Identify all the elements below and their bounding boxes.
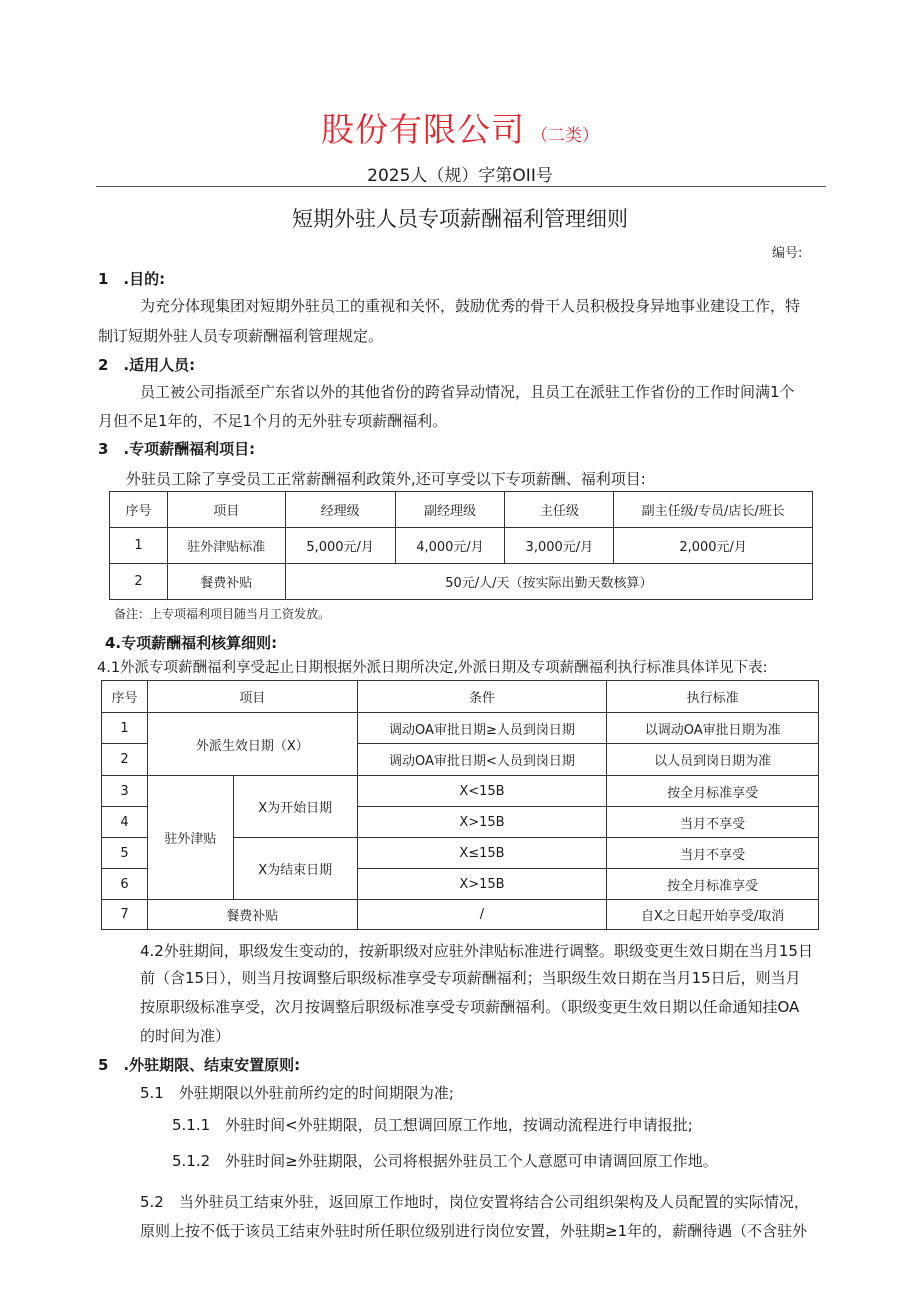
table-cell: 4,000元/月 xyxy=(395,528,505,564)
table-cell: 5,000元/月 xyxy=(285,528,395,564)
header-cell: 副经理级 xyxy=(395,492,505,528)
header-cell: 项目 xyxy=(167,492,285,528)
item-start-date: X为开始日期 xyxy=(233,776,357,838)
row-number: 5 xyxy=(102,838,148,869)
standard-cell: 按全月标准享受 xyxy=(607,776,819,807)
condition-cell: / xyxy=(357,900,607,930)
table-note: 备注：上专项福利项目随当月工资发放。 xyxy=(114,607,331,621)
condition-cell: X<15B xyxy=(357,776,607,807)
header-cell: 条件 xyxy=(357,681,607,713)
condition-cell: X≤15B xyxy=(357,838,607,869)
header-cell: 执行标准 xyxy=(607,681,819,713)
p42-line-3: 按原职级标准享受，次月按调整后职级标准享受专项薪酬福利。（职级变更生效日期以任命通知挂OA xyxy=(140,998,800,1016)
p52-line-2: 原则上按不低于该员工结束外驻时所任职位级别进行岗位安置，外驻期≥1年的，薪酬待遇（不含驻外 xyxy=(140,1222,808,1240)
row-number: 7 xyxy=(102,900,148,930)
row-number: 1 xyxy=(102,713,148,744)
section-1-body: 为充分体现集团对短期外驻员工的重视和关怀，鼓励优秀的骨干人员积极投身异地事业建设工作，特 xyxy=(140,297,801,315)
section-4-intro: 4.1外派专项薪酬福利享受起止日期根据外派日期所决定,外派日期及专项薪酬福利执行标准具体详见下表: xyxy=(97,660,768,676)
header-cell: 副主任级/专员/店长/班长 xyxy=(614,492,813,528)
section-4-heading: 4.专项薪酬福利核算细则: xyxy=(105,634,278,652)
standard-cell: 以人员到岗日期为准 xyxy=(607,744,819,776)
p512: 5.1.2 外驻时间≥外驻期限，公司将根据外驻员工个人意愿可申请调回原工作地。 xyxy=(172,1152,718,1170)
company-type: （二类） xyxy=(531,126,599,146)
document-title: 短期外驻人员专项薪酬福利管理细则 xyxy=(292,207,628,231)
header-divider xyxy=(96,186,826,187)
serial-label: 编号: xyxy=(772,246,803,261)
header-cell: 经理级 xyxy=(285,492,395,528)
standard-cell: 以调动OA审批日期为准 xyxy=(607,713,819,744)
table-cell: 1 xyxy=(110,528,168,564)
section-5-heading: 5 .外驻期限、结束安置原则: xyxy=(98,1056,301,1074)
standard-cell: 自X之日起开始享受/取消 xyxy=(607,900,819,930)
item-effective-date: 外派生效日期（X） xyxy=(147,713,357,776)
p51: 5.1 外驻期限以外驻前所约定的时间期限为准; xyxy=(140,1084,454,1102)
document-number: 2025人（规）字第OII号 xyxy=(367,166,553,186)
p42-line-2: 前（含15日），则当月按调整后职级标准享受专项薪酬福利；当职级生效日期在当月15日后，则当月 xyxy=(140,969,801,987)
p52-line-1: 5.2 当外驻员工结束外驻，返回原工作地时，岗位安置将结合公司组织架构及人员配置的实际情况， xyxy=(140,1193,809,1211)
section-2-body: 员工被公司指派至广东省以外的其他省份的跨省异动情况，且员工在派驻工作省份的工作时间满1个 xyxy=(140,383,795,401)
company-name: 股份有限公司 xyxy=(321,110,525,149)
standard-cell: 当月不享受 xyxy=(607,838,819,869)
standard-cell: 当月不享受 xyxy=(607,807,819,838)
section-2-heading: 2 .适用人员: xyxy=(98,356,196,374)
calculation-table xyxy=(101,680,819,930)
table-cell: 3,000元/月 xyxy=(505,528,614,564)
p42-line-4: 的时间为准） xyxy=(140,1027,231,1045)
item-end-date: X为结束日期 xyxy=(233,838,357,900)
section-1-body-2: 制订短期外驻人员专项薪酬福利管理规定。 xyxy=(98,327,384,345)
condition-cell: 调动OA审批日期≥人员到岗日期 xyxy=(357,713,607,744)
table-cell: 2,000元/月 xyxy=(614,528,813,564)
item-allowance: 驻外津贴 xyxy=(147,776,233,900)
row-number: 6 xyxy=(102,869,148,900)
p42-line-1: 4.2外驻期间，职级发生变动的，按新职级对应驻外津贴标准进行调整。职级变更生效日期在当月15日 xyxy=(140,942,813,960)
condition-cell: X>15B xyxy=(357,869,607,900)
table-cell: 驻外津贴标准 xyxy=(167,528,285,564)
header-cell: 序号 xyxy=(102,681,148,713)
item-meal: 餐费补贴 xyxy=(147,900,357,930)
row-number: 4 xyxy=(102,807,148,838)
condition-cell: 调动OA审批日期<人员到岗日期 xyxy=(357,744,607,776)
table-cell: 餐费补贴 xyxy=(167,564,285,600)
row-number: 2 xyxy=(102,744,148,776)
section-1-heading: 1 .目的: xyxy=(98,270,166,288)
company-header xyxy=(0,104,920,151)
welfare-table xyxy=(109,491,813,600)
section-3-heading: 3 .专项薪酬福利项目: xyxy=(98,440,256,458)
header-cell: 主任级 xyxy=(505,492,614,528)
header-cell: 项目 xyxy=(147,681,357,713)
table-cell: 50元/人/天（按实际出勤天数核算） xyxy=(285,564,812,600)
section-2-body-2: 月但不足1年的，不足1个月的无外驻专项薪酬福利。 xyxy=(98,412,448,430)
p511: 5.1.1 外驻时间<外驻期限，员工想调回原工作地，按调动流程进行申请报批; xyxy=(172,1116,693,1134)
condition-cell: X>15B xyxy=(357,807,607,838)
header-cell: 序号 xyxy=(110,492,168,528)
standard-cell: 按全月标准享受 xyxy=(607,869,819,900)
section-3-intro: 外驻员工除了享受员工正常薪酬福利政策外,还可享受以下专项薪酬、福利项目: xyxy=(126,470,646,488)
row-number: 3 xyxy=(102,776,148,807)
table-cell: 2 xyxy=(110,564,168,600)
